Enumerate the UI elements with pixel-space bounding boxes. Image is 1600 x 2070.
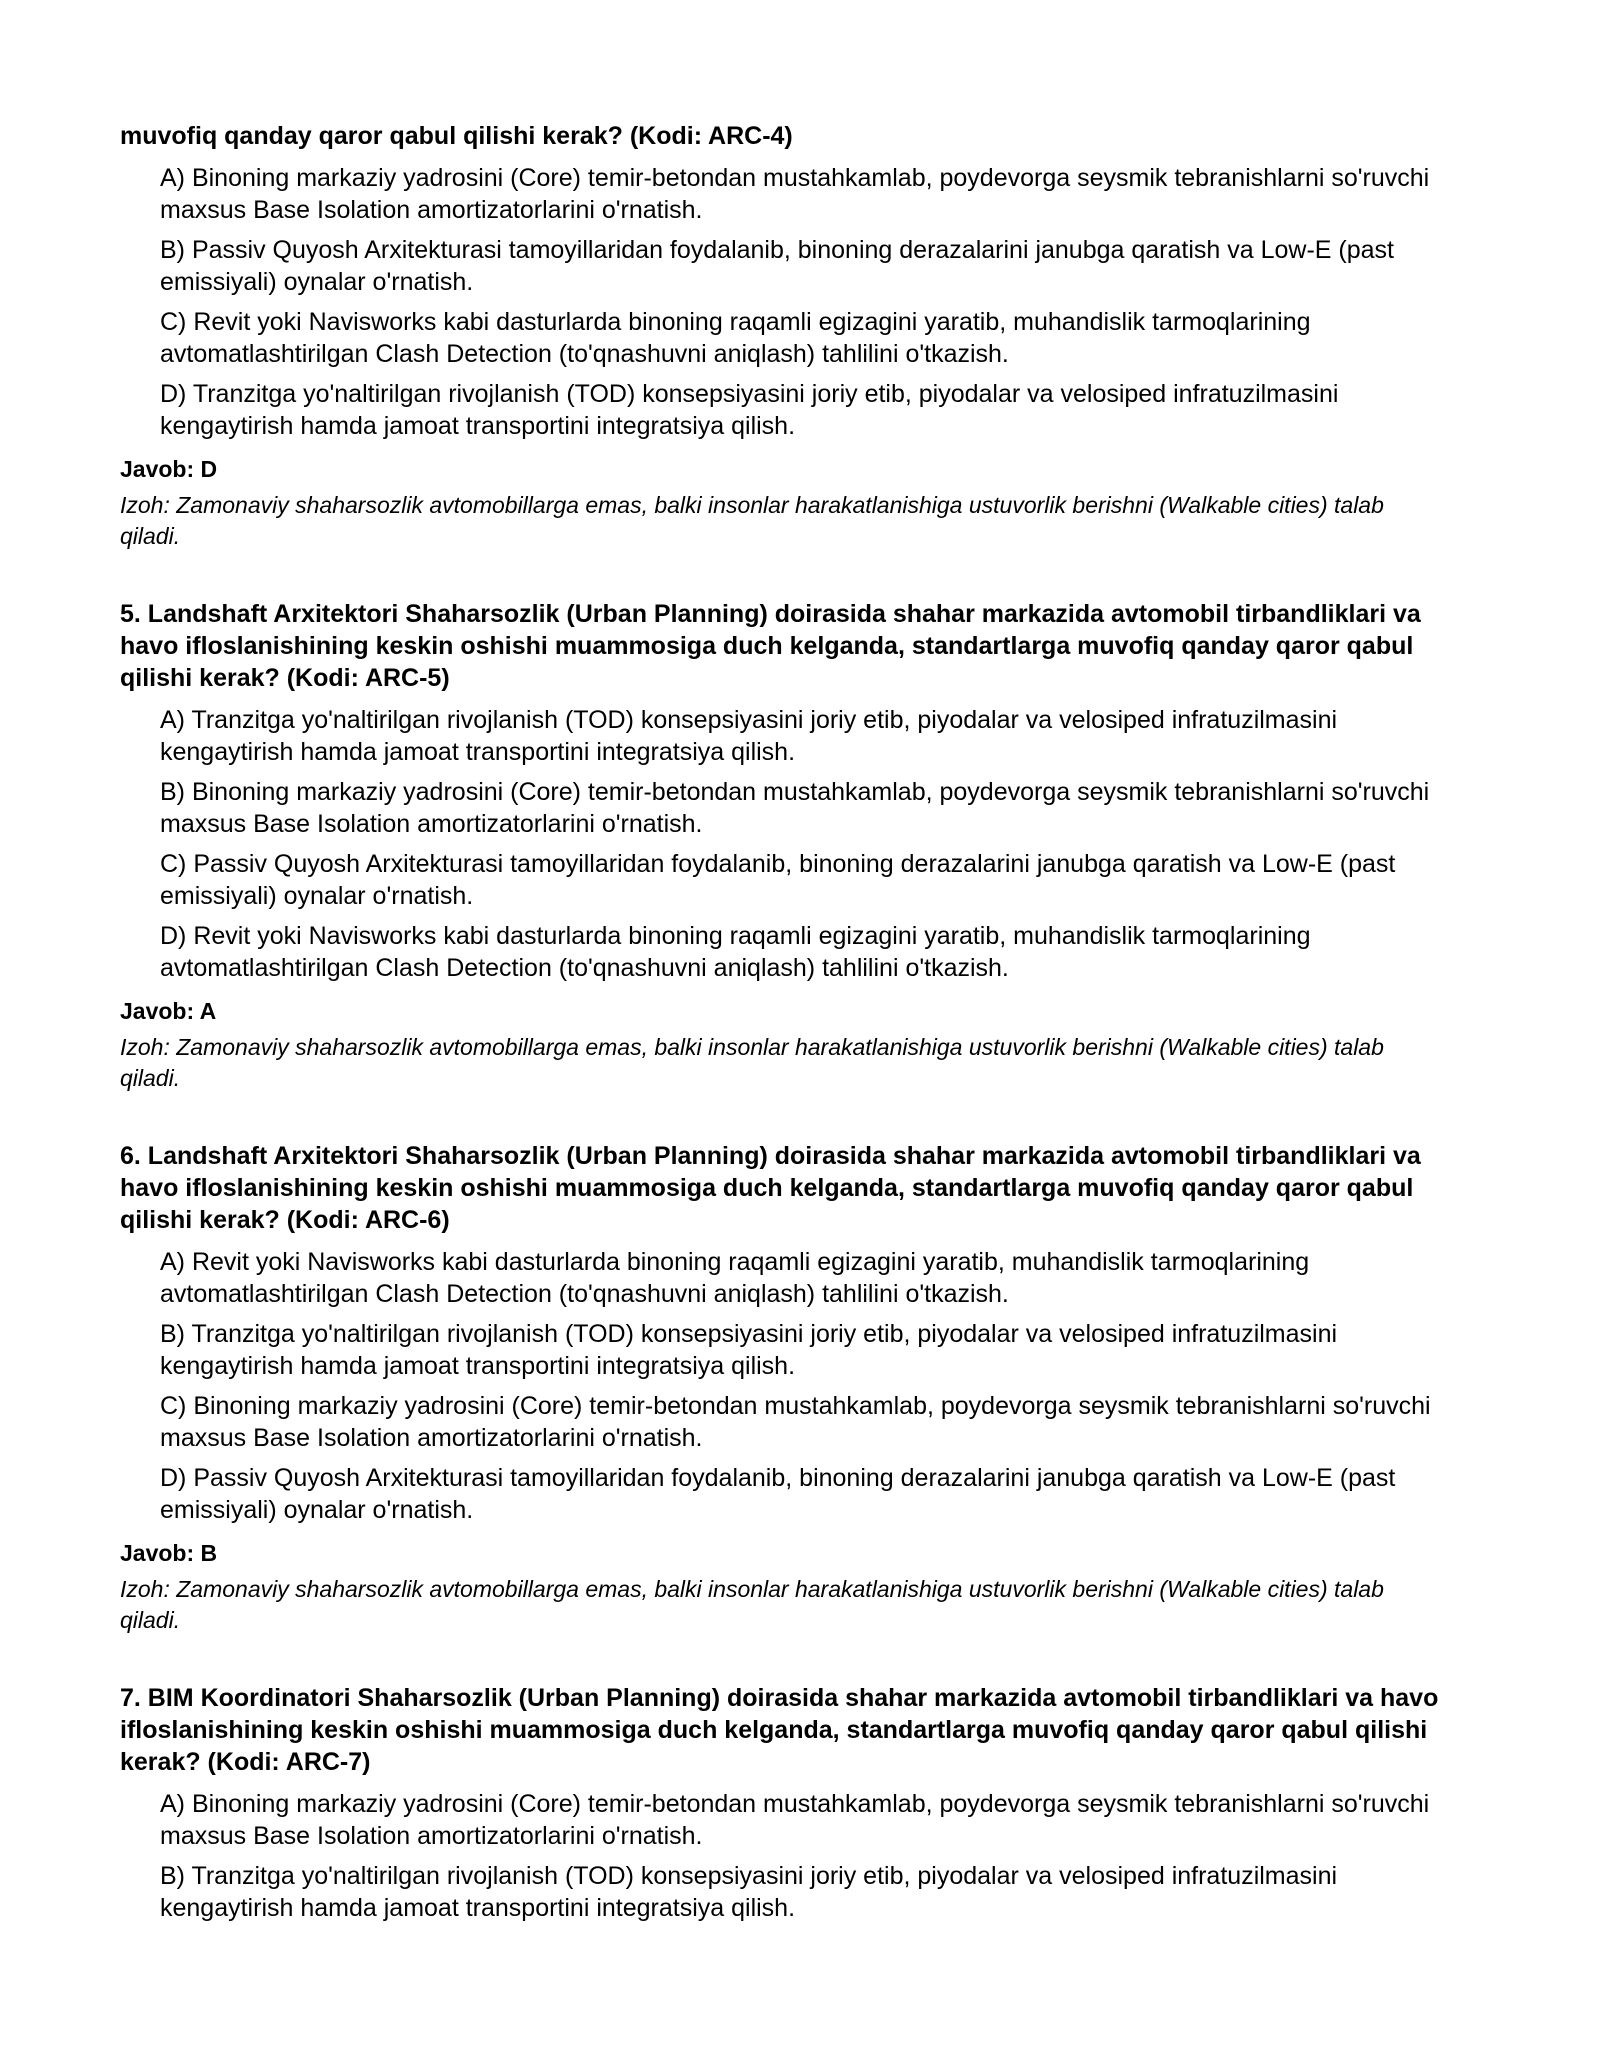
option-a: A) Binoning markaziy yadrosini (Core) temir-betondan mustahkamlab, poydevorga seysmik tebranishlarni so'ruvchi maxsus Base Isolation amortizatorlarini o'rnatish. — [160, 164, 1430, 224]
explanation-note: Izoh: Zamonaviy shaharsozlik avtomobillarga emas, balki insonlar harakatlanishiga ustuvorlik berishni (Walkable cities) talab qiladi. — [120, 492, 1384, 549]
option-b: B) Passiv Quyosh Arxitekturasi tamoyillaridan foydalanib, binoning derazalarini janubga qaratish va Low-E (past emissiyali) oynalar o'rnatish. — [160, 236, 1394, 296]
options-list — [160, 162, 1480, 442]
option-c: C) Revit yoki Navisworks kabi dasturlarda binoning raqamli egizagini yaratib, muhandislik tarmoqlarining avtomatlashtirilgan Clash Detection (to'qnashuvni aniqlash) tahlilini o'tkazish. — [160, 308, 1311, 368]
option-a: A) Tranzitga yo'naltirilgan rivojlanish (TOD) konsepsiyasini joriy etib, piyodalar va velosiped infratuzilmasini kengaytirish hamda jamoat transportini integratsiya qilish. — [160, 706, 1338, 766]
answer-text: Javob: B — [120, 1540, 218, 1566]
options-list — [160, 704, 1480, 984]
options-list — [160, 1246, 1480, 1526]
question-block-7 — [120, 1682, 1480, 1924]
options-list — [160, 1788, 1480, 1924]
explanation-note: Izoh: Zamonaviy shaharsozlik avtomobillarga emas, balki insonlar harakatlanishiga ustuvorlik berishni (Walkable cities) talab qiladi. — [120, 1034, 1384, 1091]
answer-text: Javob: A — [120, 998, 217, 1024]
question-text: 7. BIM Koordinatori Shaharsozlik (Urban Planning) doirasida shahar markazida avtomobil tirbandliklari va havo ifloslanishining keskin oshishi muammosiga duch kelganda, standartlarga muvofiq qanday qaror qabul qilishi kerak? (Kodi: ARC-7) — [120, 1684, 1439, 1776]
option-b: B) Tranzitga yo'naltirilgan rivojlanish (TOD) konsepsiyasini joriy etib, piyodalar va velosiped infratuzilmasini kengaytirish hamda jamoat transportini integratsiya qilish. — [160, 1862, 1338, 1922]
question-text: 5. Landshaft Arxitektori Shaharsozlik (Urban Planning) doirasida shahar markazida avtomobil tirbandliklari va havo ifloslanishining keskin oshishi muammosiga duch kelganda, standartlarga muvofiq qanday qaror qabul qilishi kerak? (Kodi: ARC-5) — [120, 600, 1421, 692]
option-a: A) Revit yoki Navisworks kabi dasturlarda binoning raqamli egizagini yaratib, muhandislik tarmoqlarining avtomatlashtirilgan Clash Detection (to'qnashuvni aniqlash) tahlilini o'tkazish. — [160, 1248, 1310, 1308]
option-c: C) Binoning markaziy yadrosini (Core) temir-betondan mustahkamlab, poydevorga seysmik tebranishlarni so'ruvchi maxsus Base Isolation amortizatorlarini o'rnatish. — [160, 1392, 1431, 1452]
option-d: D) Tranzitga yo'naltirilgan rivojlanish (TOD) konsepsiyasini joriy etib, piyodalar va velosiped infratuzilmasini kengaytirish hamda jamoat transportini integratsiya qilish. — [160, 380, 1339, 440]
option-c: C) Passiv Quyosh Arxitekturasi tamoyillaridan foydalanib, binoning derazalarini janubga qaratish va Low-E (past emissiyali) oynalar o'rnatish. — [160, 850, 1396, 910]
question-text: muvofiq qanday qaror qabul qilishi kerak? (Kodi: ARC-4) — [120, 122, 793, 150]
question-block-4 — [120, 120, 1480, 552]
answer-text: Javob: D — [120, 456, 218, 482]
option-b: B) Binoning markaziy yadrosini (Core) temir-betondan mustahkamlab, poydevorga seysmik tebranishlarni so'ruvchi maxsus Base Isolation amortizatorlarini o'rnatish. — [160, 778, 1430, 838]
question-block-6 — [120, 1140, 1480, 1636]
option-d: D) Passiv Quyosh Arxitekturasi tamoyillaridan foydalanib, binoning derazalarini janubga qaratish va Low-E (past emissiyali) oynalar o'rnatish. — [160, 1464, 1396, 1524]
option-a: A) Binoning markaziy yadrosini (Core) temir-betondan mustahkamlab, poydevorga seysmik tebranishlarni so'ruvchi maxsus Base Isolation amortizatorlarini o'rnatish. — [160, 1790, 1430, 1850]
option-d: D) Revit yoki Navisworks kabi dasturlarda binoning raqamli egizagini yaratib, muhandislik tarmoqlarining avtomatlashtirilgan Clash Detection (to'qnashuvni aniqlash) tahlilini o'tkazish. — [160, 922, 1311, 982]
question-text: 6. Landshaft Arxitektori Shaharsozlik (Urban Planning) doirasida shahar markazida avtomobil tirbandliklari va havo ifloslanishining keskin oshishi muammosiga duch kelganda, standartlarga muvofiq qanday qaror qabul qilishi kerak? (Kodi: ARC-6) — [120, 1142, 1421, 1234]
option-b: B) Tranzitga yo'naltirilgan rivojlanish (TOD) konsepsiyasini joriy etib, piyodalar va velosiped infratuzilmasini kengaytirish hamda jamoat transportini integratsiya qilish. — [160, 1320, 1338, 1380]
explanation-note: Izoh: Zamonaviy shaharsozlik avtomobillarga emas, balki insonlar harakatlanishiga ustuvorlik berishni (Walkable cities) talab qiladi. — [120, 1576, 1384, 1633]
question-block-5 — [120, 598, 1480, 1094]
